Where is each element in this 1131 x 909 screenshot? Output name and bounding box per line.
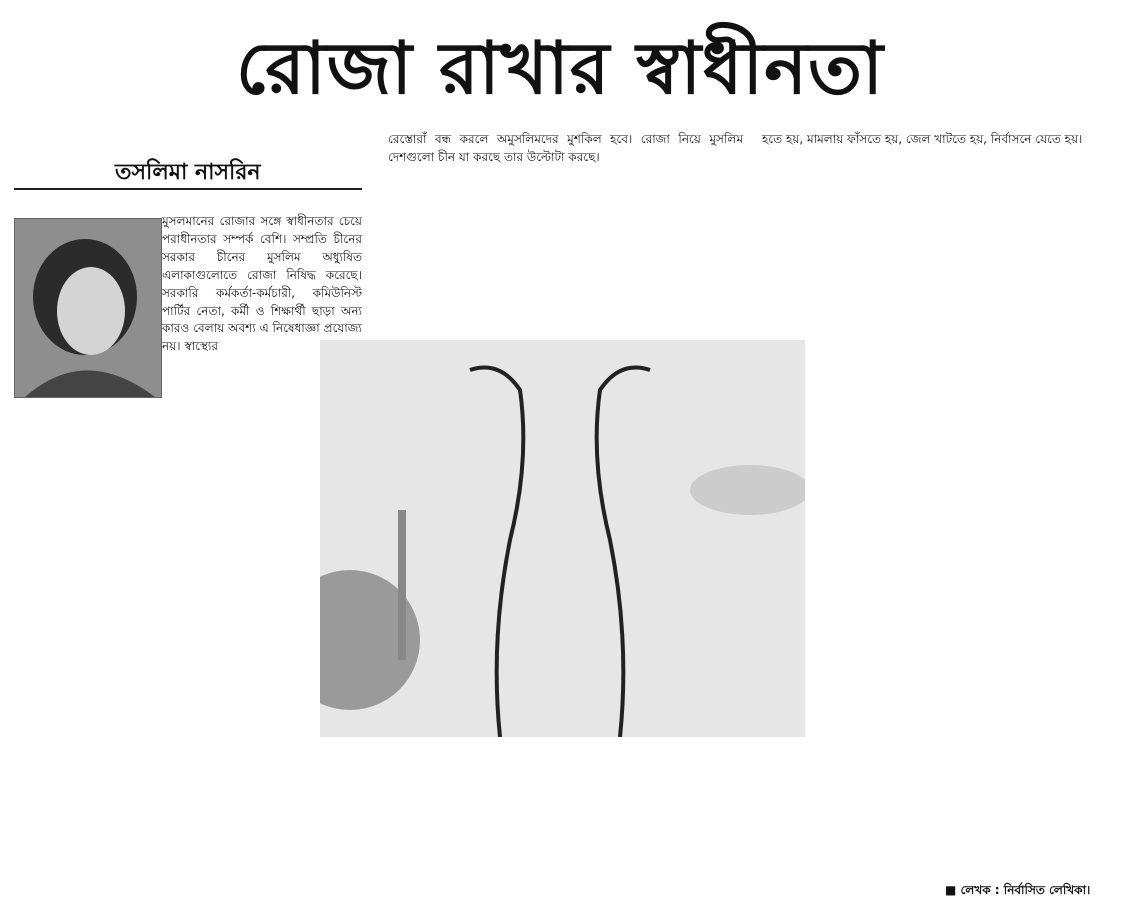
column-2-top (388, 131, 743, 167)
byline: তসলিমা নাসরিন (115, 160, 261, 185)
illustration (320, 340, 805, 737)
col1-paragraph: মুসলমানের রোজার সঙ্গে স্বাধীনতার চেয়ে পরাধীনতার সম্পর্ক বেশি। সম্প্রতি চীনের সরকার চীনের মুসলিম অধ্যুষিত এলাকাগুলোতে রোজা নিষিদ্ধ করেছে। সরকারি কর্মকর্তা-কর্মচারী, কমিউনিস্ট পার্টির নেতা, কর্মী ও শিক্ষার্থী ছাড়া অন্য কারও বেলায় অবশ্য এ নিষেধাজ্ঞা প্রযোজ্য নয়। স্বাস্থ্যের (162, 214, 362, 354)
author-photo (14, 218, 162, 398)
column-1-top (162, 213, 362, 356)
col3-paragraph: হতে হয়, মামলায় ফাঁসতে হয়, জেল খাটতে হয়, নির্বাসনে যেতে হয়। (762, 132, 1083, 146)
headline: রোজা রাখার স্বাধীনতা (236, 26, 884, 110)
byline-rule (14, 188, 362, 190)
column-3-top (762, 131, 1117, 149)
col2-paragraph: রেস্তোরাঁ বন্ধ করলে অমুসলিমদের মুশকিল হবে। রোজা নিয়ে মুসলিম দেশগুলো চীন যা করছে তার উল্টোটা করছে। (388, 132, 743, 164)
author-note: ■ লেখক : নির্বাসিত লেখিকা। (945, 883, 1091, 897)
